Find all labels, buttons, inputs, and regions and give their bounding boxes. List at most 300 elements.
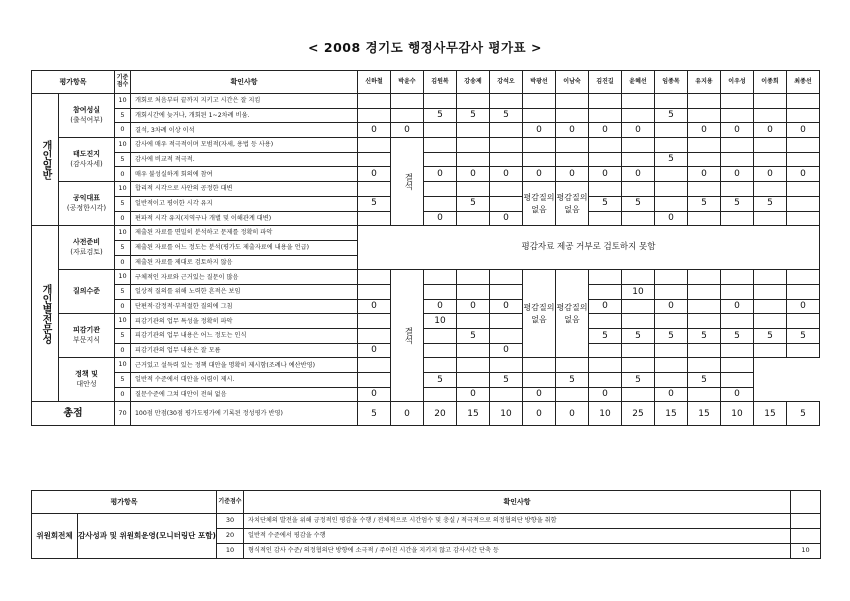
bottom-header-value (791, 491, 821, 514)
row-criteria: 일반적이고 평이한 시각 유지 (131, 196, 358, 211)
member-score (589, 138, 622, 153)
member-score (358, 373, 391, 388)
member-score (721, 358, 754, 373)
member-score (556, 94, 589, 109)
total-value: 15 (688, 402, 721, 426)
member-score: 0 (490, 167, 523, 182)
member-name: 이남숙 (556, 71, 589, 94)
member-score: 0 (523, 123, 556, 138)
member-score (721, 152, 754, 167)
member-score (721, 343, 754, 358)
member-score (622, 343, 655, 358)
committee-table (31, 490, 821, 559)
member-score (490, 314, 523, 329)
member-score (688, 387, 721, 402)
member-score (787, 284, 820, 299)
bottom-score: 20 (217, 529, 244, 544)
total-value: 20 (424, 402, 457, 426)
member-score (655, 358, 688, 373)
member-score (589, 108, 622, 123)
member-score (490, 284, 523, 299)
member-score: 0 (688, 123, 721, 138)
member-score: 5 (457, 196, 490, 211)
member-score (622, 138, 655, 153)
member-score (655, 94, 688, 109)
total-value: 10 (490, 402, 523, 426)
member-score: 0 (787, 123, 820, 138)
member-score (589, 284, 622, 299)
member-score (424, 343, 457, 358)
subgroup-label: 사전준비 (자료검토) (59, 226, 115, 270)
row-score: 10 (115, 358, 131, 373)
member-name: 김원복 (424, 71, 457, 94)
member-score (424, 196, 457, 211)
member-score (523, 94, 556, 109)
bottom-header-base: 기준점수 (217, 491, 244, 514)
member-score: 0 (622, 167, 655, 182)
member-score (391, 108, 424, 123)
member-score: 0 (523, 387, 556, 402)
member-name: 임종목 (655, 71, 688, 94)
member-score (721, 270, 754, 285)
row-score: 5 (115, 196, 131, 211)
member-score (754, 94, 787, 109)
no-question-cell: 평감질의없음 (523, 182, 556, 226)
member-score (589, 270, 622, 285)
total-value: 5 (358, 402, 391, 426)
member-score (655, 314, 688, 329)
member-score (721, 138, 754, 153)
row-criteria: 근거있고 설득력 있는 정책 대안을 명확히 제시함(조례나 예산반영) (131, 358, 358, 373)
row-criteria: 단편적·감정적·부적절한 질의에 그침 (131, 299, 358, 314)
member-score (490, 270, 523, 285)
member-score: 5 (622, 373, 655, 388)
member-score (754, 314, 787, 329)
member-score: 0 (589, 387, 622, 402)
member-score (721, 373, 754, 388)
member-score (556, 108, 589, 123)
member-score (655, 373, 688, 388)
member-score (457, 182, 490, 197)
member-score: 5 (721, 329, 754, 344)
member-score: 5 (721, 196, 754, 211)
committee-label: 위원회전체 (32, 514, 78, 559)
member-score: 5 (688, 196, 721, 211)
member-score (787, 314, 820, 329)
row-score: 5 (115, 373, 131, 388)
member-score (589, 182, 622, 197)
member-score (787, 196, 820, 211)
member-score (754, 270, 787, 285)
row-criteria: 개회시간에 늦거나, 개회된 1~2차례 비움. (131, 108, 358, 123)
member-score: 5 (655, 329, 688, 344)
member-name: 신하철 (358, 71, 391, 94)
member-name: 윤혜선 (622, 71, 655, 94)
member-score (688, 94, 721, 109)
member-name: 최종선 (787, 71, 820, 94)
group-label: 개인별전문성 (32, 226, 59, 402)
member-score (787, 211, 820, 226)
member-score (754, 152, 787, 167)
total-base: 70 (115, 402, 131, 426)
member-score (589, 373, 622, 388)
member-score (721, 182, 754, 197)
member-score (622, 314, 655, 329)
member-name: 강송제 (457, 71, 490, 94)
member-score (787, 94, 820, 109)
member-score (457, 314, 490, 329)
member-score: 0 (589, 299, 622, 314)
row-score: 0 (115, 167, 131, 182)
member-score: 5 (424, 108, 457, 123)
total-label: 총점 (32, 402, 115, 426)
member-score: 0 (754, 167, 787, 182)
total-value: 10 (721, 402, 754, 426)
member-score: 0 (424, 211, 457, 226)
member-name: 김진길 (589, 71, 622, 94)
member-score (457, 123, 490, 138)
total-value: 10 (589, 402, 622, 426)
member-name: 박윤수 (391, 71, 424, 94)
member-score: 0 (787, 167, 820, 182)
member-score (523, 358, 556, 373)
row-score: 5 (115, 108, 131, 123)
row-criteria: 결석, 3차례 이상 이석 (131, 123, 358, 138)
bottom-score: 30 (217, 514, 244, 529)
bottom-score: 10 (217, 544, 244, 559)
member-score: 0 (556, 167, 589, 182)
member-score (424, 123, 457, 138)
member-score: 0 (622, 123, 655, 138)
row-score: 5 (115, 329, 131, 344)
bottom-value (791, 529, 821, 544)
member-score (721, 314, 754, 329)
member-score (754, 138, 787, 153)
row-score: 10 (115, 94, 131, 109)
member-score (787, 152, 820, 167)
member-score (457, 270, 490, 285)
member-score: 5 (655, 108, 688, 123)
member-score: 0 (787, 299, 820, 314)
member-score (622, 94, 655, 109)
member-score: 0 (457, 299, 490, 314)
member-score: 10 (424, 314, 457, 329)
member-score: 5 (457, 329, 490, 344)
bottom-criteria: 일반적 수준에서 평감을 수행 (244, 529, 791, 544)
row-criteria: 일반적 수준에서 대안을 어렴이 제시. (131, 373, 358, 388)
member-score: 0 (721, 123, 754, 138)
member-score (358, 108, 391, 123)
row-criteria: 피감기관의 업무 내용은 잘 모름 (131, 343, 358, 358)
member-score: 0 (358, 387, 391, 402)
row-score: 10 (115, 270, 131, 285)
subgroup-label: 질의수준 (59, 270, 115, 314)
member-score (688, 138, 721, 153)
member-score (424, 284, 457, 299)
member-score: 0 (655, 387, 688, 402)
member-score (358, 329, 391, 344)
member-score: 0 (721, 299, 754, 314)
member-score (787, 108, 820, 123)
member-score (457, 94, 490, 109)
row-criteria: 피감기관의 업무 특성을 정확히 파악 (131, 314, 358, 329)
member-score: 0 (457, 387, 490, 402)
row-criteria: 감사에 매우 적극적이며 모범적(자세, 용법 등 사용) (131, 138, 358, 153)
member-score: 5 (358, 196, 391, 211)
total-criteria: 100점 만점(30점 평가도평가에 기록된 정성평가 반영) (131, 402, 358, 426)
member-score (754, 343, 787, 358)
member-score (424, 182, 457, 197)
member-score: 0 (754, 123, 787, 138)
member-score (490, 387, 523, 402)
member-score (622, 211, 655, 226)
row-score: 10 (115, 182, 131, 197)
member-score: 0 (688, 167, 721, 182)
total-value: 5 (787, 402, 820, 426)
member-score (622, 387, 655, 402)
no-question-cell: 평감질의없음 (556, 270, 589, 358)
total-value: 0 (391, 402, 424, 426)
member-score (688, 270, 721, 285)
total-value: 15 (655, 402, 688, 426)
member-score (391, 94, 424, 109)
member-name: 박광선 (523, 71, 556, 94)
row-criteria: 구체적인 자료와 근거있는 질문이 많음 (131, 270, 358, 285)
bottom-header-check: 확인사항 (244, 491, 791, 514)
member-score: 0 (358, 299, 391, 314)
member-score (655, 284, 688, 299)
member-score (787, 343, 820, 358)
member-score (523, 138, 556, 153)
row-criteria: 질문수준에 그쳐 대안이 전혀 없음 (131, 387, 358, 402)
member-score (655, 270, 688, 285)
member-score (358, 284, 391, 299)
member-score (358, 314, 391, 329)
member-score (721, 94, 754, 109)
row-score: 5 (115, 240, 131, 255)
member-score (721, 108, 754, 123)
member-score: 0 (424, 299, 457, 314)
row-criteria: 매우 불성실하게 회의에 참여 (131, 167, 358, 182)
member-score: 5 (655, 152, 688, 167)
member-score (721, 284, 754, 299)
member-score: 0 (721, 167, 754, 182)
member-score (787, 182, 820, 197)
member-score: 5 (754, 196, 787, 211)
member-score (589, 314, 622, 329)
row-criteria: 일상적 질의를 위해 노력한 흔적은 보임 (131, 284, 358, 299)
member-score (490, 196, 523, 211)
member-score (490, 329, 523, 344)
member-score (358, 358, 391, 373)
row-criteria: 제출된 자료를 어느 정도는 분석(평가도 제출자료에 내용을 언급) (131, 240, 358, 255)
no-question-cell: 평감질의없음 (523, 270, 556, 358)
row-score: 0 (115, 211, 131, 226)
member-score (358, 152, 391, 167)
member-score (358, 138, 391, 153)
member-score (622, 182, 655, 197)
member-score (655, 182, 688, 197)
row-score: 0 (115, 343, 131, 358)
member-score (655, 138, 688, 153)
no-question-cell: 평감질의없음 (556, 182, 589, 226)
member-score (457, 343, 490, 358)
member-score: 0 (457, 167, 490, 182)
member-score: 5 (490, 108, 523, 123)
member-score: 0 (391, 123, 424, 138)
header-base: 기준점수 (115, 71, 131, 94)
member-score (457, 284, 490, 299)
total-value: 15 (754, 402, 787, 426)
absent-cell: 결석 (391, 270, 424, 402)
row-score: 5 (115, 284, 131, 299)
member-score (490, 94, 523, 109)
member-score (787, 270, 820, 285)
subgroup-label: 피감기관 부문지식 (59, 314, 115, 358)
member-score (688, 358, 721, 373)
member-score (490, 182, 523, 197)
row-score: 0 (115, 387, 131, 402)
member-score (457, 373, 490, 388)
member-score (754, 284, 787, 299)
member-score (556, 358, 589, 373)
row-score: 10 (115, 226, 131, 241)
member-score: 5 (556, 373, 589, 388)
member-score (787, 138, 820, 153)
member-score: 5 (424, 373, 457, 388)
member-score: 5 (622, 196, 655, 211)
member-score (622, 358, 655, 373)
total-value: 0 (523, 402, 556, 426)
member-score: 0 (358, 123, 391, 138)
bottom-criteria: 자치단체의 발전을 위해 긍정적인 평감을 수행 / 전체적으로 시간엄수 및 충실 / 적극적으로 의정협의단 방향을 취함 (244, 514, 791, 529)
member-name: 유지용 (688, 71, 721, 94)
row-criteria: 합리적 시각으로 사안의 공정한 대변 (131, 182, 358, 197)
header-check: 확인사항 (131, 71, 358, 94)
subgroup-label: 정책 및 대안성 (59, 358, 115, 402)
member-score: 0 (424, 167, 457, 182)
member-score (622, 152, 655, 167)
member-score: 5 (622, 329, 655, 344)
member-name: 강석오 (490, 71, 523, 94)
member-score (424, 138, 457, 153)
header-item: 평가항목 (32, 71, 115, 94)
member-score (655, 167, 688, 182)
total-value: 0 (556, 402, 589, 426)
member-score (589, 152, 622, 167)
member-score (655, 196, 688, 211)
subgroup-label: 참여성실 (출석여부) (59, 94, 115, 138)
member-score: 0 (556, 123, 589, 138)
evaluation-table (31, 70, 820, 426)
member-score (358, 270, 391, 285)
row-criteria: 감사에 비교적 적극적. (131, 152, 358, 167)
bottom-header-item: 평가항목 (32, 491, 217, 514)
row-score: 10 (115, 138, 131, 153)
bottom-criteria: 형식적인 감사 수준/ 의정협의단 방향에 소극적 / 주어진 시간을 지키지 않고 감사시간 단축 등 (244, 544, 791, 559)
page-title: < 2008 경기도 행정사무감사 평가표 > (308, 40, 542, 55)
member-score: 0 (655, 211, 688, 226)
subgroup-label: 공익대표 (공정한시각) (59, 182, 115, 226)
member-score (589, 343, 622, 358)
row-criteria: 제출된 자료를 제대로 검토하지 않음 (131, 255, 358, 270)
member-name: 이우성 (721, 71, 754, 94)
member-score (457, 358, 490, 373)
member-score (424, 152, 457, 167)
row-score: 0 (115, 255, 131, 270)
member-score (424, 329, 457, 344)
member-score (688, 343, 721, 358)
member-score (688, 299, 721, 314)
member-score: 5 (457, 108, 490, 123)
member-score (424, 387, 457, 402)
total-value: 15 (457, 402, 490, 426)
member-score (457, 211, 490, 226)
member-score (424, 94, 457, 109)
bottom-value: 10 (791, 544, 821, 559)
row-criteria: 개회로 처음부터 끝까지 지키고 시간은 잘 지킴 (131, 94, 358, 109)
member-score: 5 (490, 373, 523, 388)
member-score (655, 343, 688, 358)
member-name: 이종희 (754, 71, 787, 94)
member-score (622, 299, 655, 314)
member-score: 0 (721, 387, 754, 402)
member-score (688, 314, 721, 329)
member-score (424, 358, 457, 373)
member-score (754, 211, 787, 226)
member-score: 5 (589, 196, 622, 211)
member-score: 0 (589, 167, 622, 182)
member-score (622, 270, 655, 285)
member-score (589, 94, 622, 109)
row-score: 5 (115, 152, 131, 167)
member-score: 0 (490, 211, 523, 226)
member-score: 5 (754, 329, 787, 344)
row-score: 0 (115, 123, 131, 138)
member-score (688, 108, 721, 123)
row-criteria: 제출된 자료를 면밀히 분석하고 문제를 정확히 파악 (131, 226, 358, 241)
member-score (589, 358, 622, 373)
member-score (490, 358, 523, 373)
member-score: 5 (688, 329, 721, 344)
member-score: 0 (358, 343, 391, 358)
bottom-value (791, 514, 821, 529)
member-score: 0 (358, 167, 391, 182)
member-score: 5 (688, 373, 721, 388)
committee-sublabel: 감사성과 및 위원회운영(모니터링단 포함) (78, 514, 217, 559)
member-score (523, 152, 556, 167)
member-score: 0 (523, 167, 556, 182)
member-score: 0 (490, 299, 523, 314)
member-score (622, 108, 655, 123)
member-score: 0 (589, 123, 622, 138)
subgroup-label: 태도진지 (감사자세) (59, 138, 115, 182)
member-score (556, 387, 589, 402)
member-score (754, 182, 787, 197)
member-score (556, 138, 589, 153)
member-score (655, 123, 688, 138)
member-score (688, 284, 721, 299)
member-score (721, 211, 754, 226)
member-score: 0 (490, 343, 523, 358)
member-score (424, 270, 457, 285)
member-score (688, 211, 721, 226)
member-score (688, 182, 721, 197)
member-score (358, 211, 391, 226)
member-score (523, 373, 556, 388)
member-score (754, 108, 787, 123)
row-criteria: 편파적 시각 유지(지역구나 개별 및 이해관계 대변) (131, 211, 358, 226)
